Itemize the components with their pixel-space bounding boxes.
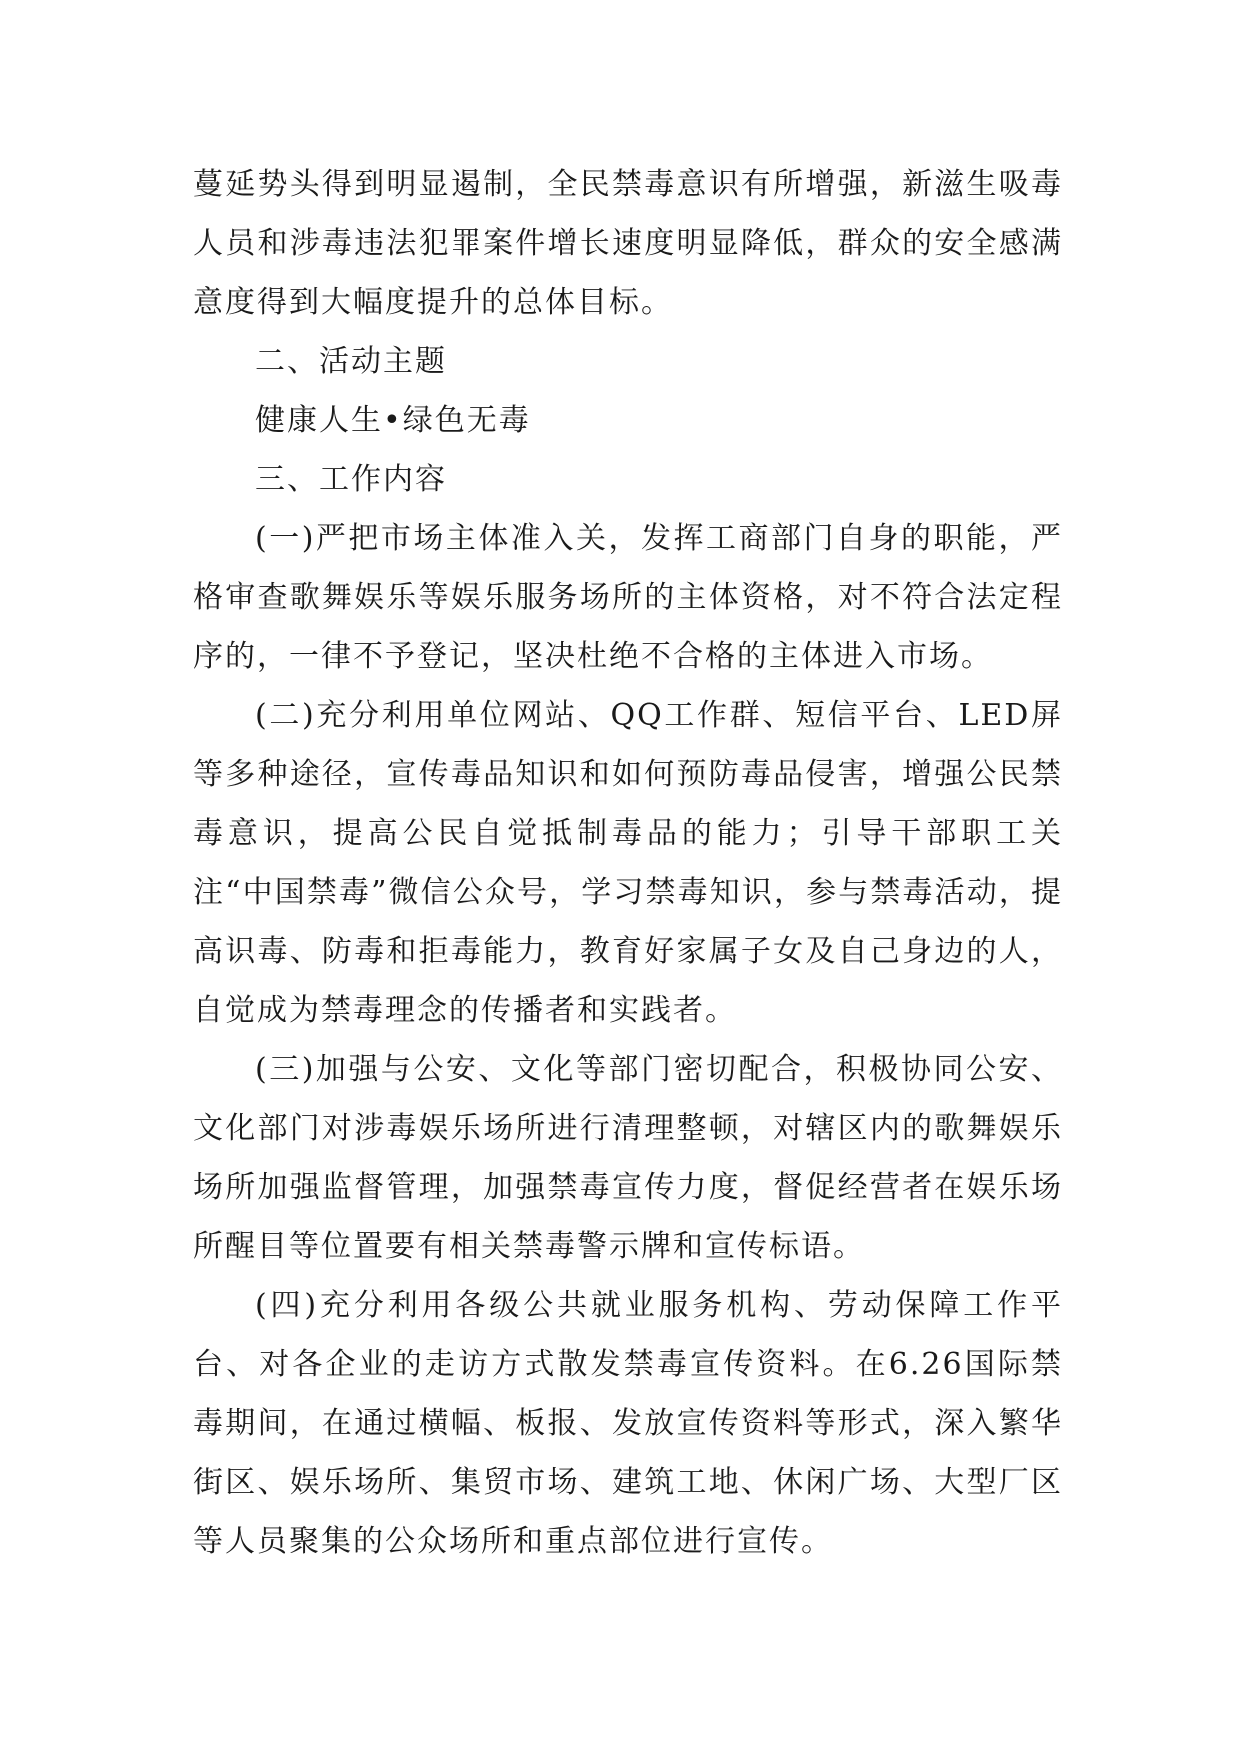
work-item-4: (四)充分利用各级公共就业服务机构、劳动保障工作平台、对各企业的走访方式散发禁毒宣传资料。在6.26国际禁毒期间，在通过横幅、板报、发放宣传资料等形式，深入繁华街区、娱乐场所、集贸市场、建筑工地、休闲广场、大型厂区等人员聚集的公众场所和重点部位进行宣传。 [193, 1288, 1063, 1559]
work-item-2: (二)充分利用单位网站、QQ工作群、短信平台、LED屏等多种途径，宣传毒品知识和如何预防毒品侵害，增强公民禁毒意识，提高公民自觉抵制毒品的能力；引导干部职工关注“中国禁毒”微信公众号，学习禁毒知识，参与禁毒活动，提高识毒、防毒和拒毒能力，教育好家属子女及自己身边的人，自觉成为禁毒理念的传播者和实践者。 [193, 698, 1063, 1028]
paragraph-continuation: 蔓延势头得到明显遏制，全民禁毒意识有所增强，新滋生吸毒人员和涉毒违法犯罪案件增长速度明显降低，群众的安全感满意度得到大幅度提升的总体目标。 [193, 167, 1063, 320]
document-body [193, 155, 1063, 1571]
activity-theme-text: 健康人生•绿色无毒 [255, 403, 531, 438]
section-heading-work-content: 三、工作内容 [255, 462, 447, 497]
section-heading-activity-theme: 二、活动主题 [255, 344, 447, 379]
work-item-3: (三)加强与公安、文化等部门密切配合，积极协同公安、文化部门对涉毒娱乐场所进行清理整顿，对辖区内的歌舞娱乐场所加强监督管理，加强禁毒宣传力度，督促经营者在娱乐场所醒目等位置要有相关禁毒警示牌和宣传标语。 [193, 1052, 1063, 1264]
work-item-1: (一)严把市场主体准入关，发挥工商部门自身的职能，严格审查歌舞娱乐等娱乐服务场所的主体资格，对不符合法定程序的，一律不予登记，坚决杜绝不合格的主体进入市场。 [193, 521, 1063, 674]
